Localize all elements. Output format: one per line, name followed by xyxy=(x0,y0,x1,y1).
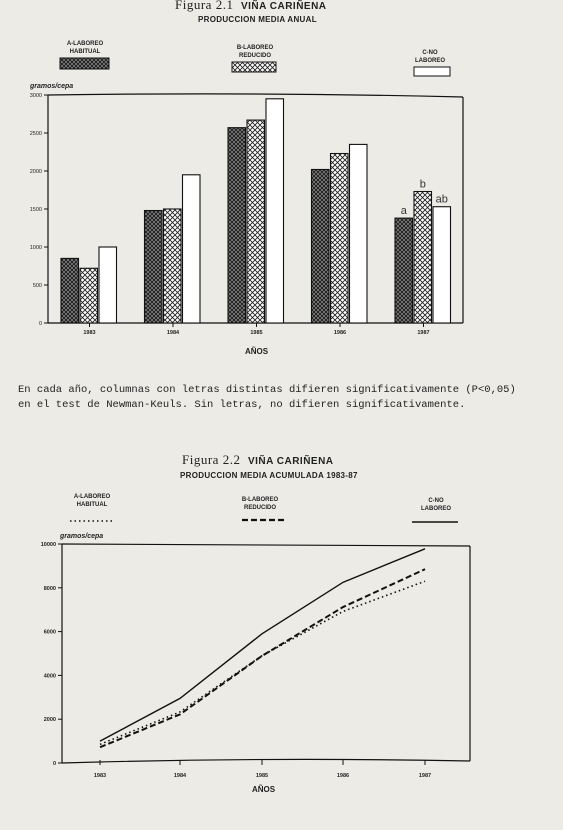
figure2-legend-swatches xyxy=(0,510,563,530)
legend2-b-label: B-LABOREO REDUCIDO xyxy=(241,497,279,511)
bar-y-tick-label: 2000 xyxy=(29,169,42,175)
bar-x-tick-label: 1983 xyxy=(83,330,96,336)
significance-letter: ab xyxy=(435,193,448,206)
legend2-a-label: A-LABOREO HABITUAL xyxy=(73,494,111,508)
line-series-dotted xyxy=(100,581,425,744)
bar-y-tick-label: 1500 xyxy=(29,207,42,213)
bar-chart-ylabel: gramos/cepa xyxy=(30,83,74,90)
line-series-solid xyxy=(100,549,425,741)
line-y-tick-label: 4000 xyxy=(43,673,56,680)
bar-y-tick-label: 1000 xyxy=(29,245,42,251)
bar-x-tick-label: 1984 xyxy=(166,330,180,336)
line-series-dashed xyxy=(100,569,425,747)
legend-a-label: A-LABOREO HABITUAL xyxy=(66,41,104,55)
line-x-tick-label: 1986 xyxy=(336,773,350,779)
line-x-axis xyxy=(62,759,470,763)
bar-1987-1 xyxy=(395,218,413,323)
legend-b-swatch xyxy=(232,62,276,72)
line-x-tick-label: 1985 xyxy=(255,773,269,779)
bar-1985-1 xyxy=(228,128,246,323)
significance-note xyxy=(18,383,558,413)
bar-1987-2 xyxy=(414,192,432,323)
bar-1986-3 xyxy=(350,144,368,323)
bar-chart-xlabel: AÑOS xyxy=(245,347,269,356)
line-y-tick-label: 2000 xyxy=(43,717,56,724)
line-chart-ylabel: gramos/cepa xyxy=(60,533,104,540)
bar-1984-3 xyxy=(183,175,201,323)
legend-a-swatch xyxy=(60,58,109,69)
line-chart-xlabel: AÑOS xyxy=(252,785,276,794)
line-chart xyxy=(0,530,563,785)
bar-1983-3 xyxy=(99,247,117,323)
bar-1986-2 xyxy=(331,154,349,323)
legend-c-swatch xyxy=(414,67,450,76)
bar-1983-1 xyxy=(61,258,79,323)
significance-letter: a xyxy=(400,205,407,218)
line-x-tick-label: 1987 xyxy=(418,773,432,779)
bar-1984-1 xyxy=(145,211,163,323)
line-x-tick-label: 1983 xyxy=(93,773,107,779)
bar-x-tick-label: 1986 xyxy=(333,330,347,336)
bar-x-tick-label: 1985 xyxy=(250,330,263,336)
line-y-tick-label: 6000 xyxy=(43,629,56,636)
bar-top-frame xyxy=(48,94,463,97)
line-y-tick-label: 0 xyxy=(52,761,56,767)
note-line-2: en el test de Newman-Keuls. Sin letras, no difieren significativamente. xyxy=(18,399,466,411)
legend-b-label: B-LABOREO REDUCIDO xyxy=(236,45,274,59)
bar-y-tick-label: 500 xyxy=(32,283,42,289)
bar-1984-2 xyxy=(164,209,182,323)
figure2-title: Figura 2.2 VIÑA CARIÑENA xyxy=(182,452,334,467)
figure1-subtitle: PRODUCCION MEDIA ANUAL xyxy=(198,15,317,24)
figure2-subtitle: PRODUCCION MEDIA ACUMULADA 1983-87 xyxy=(180,471,358,480)
significance-letter: b xyxy=(419,178,426,191)
bar-chart xyxy=(0,80,563,360)
bar-y-tick-label: 2500 xyxy=(29,131,42,137)
legend2-c-label: C-NO LABOREO xyxy=(421,498,451,512)
bar-x-tick-label: 1987 xyxy=(417,330,430,336)
legend-c-label: C-NO LABOREO xyxy=(415,50,445,64)
line-top-frame xyxy=(62,544,470,546)
figure1-title: Figura 2.1 VIÑA CARIÑENA xyxy=(175,0,327,12)
bar-1985-3 xyxy=(266,99,284,323)
line-y-tick-label: 10000 xyxy=(40,542,56,548)
bar-1985-2 xyxy=(247,120,265,323)
line-y-tick-label: 8000 xyxy=(43,585,56,592)
line-x-tick-label: 1984 xyxy=(173,773,187,779)
bar-y-tick-label: 0 xyxy=(38,321,42,327)
bar-1987-3 xyxy=(433,207,451,323)
bar-1986-1 xyxy=(312,169,330,323)
bar-1983-2 xyxy=(80,268,98,323)
note-line-1: En cada año, columnas con letras distintas difieren significativamente (P<0,05) xyxy=(18,384,516,396)
bar-y-tick-label: 3000 xyxy=(29,93,42,99)
